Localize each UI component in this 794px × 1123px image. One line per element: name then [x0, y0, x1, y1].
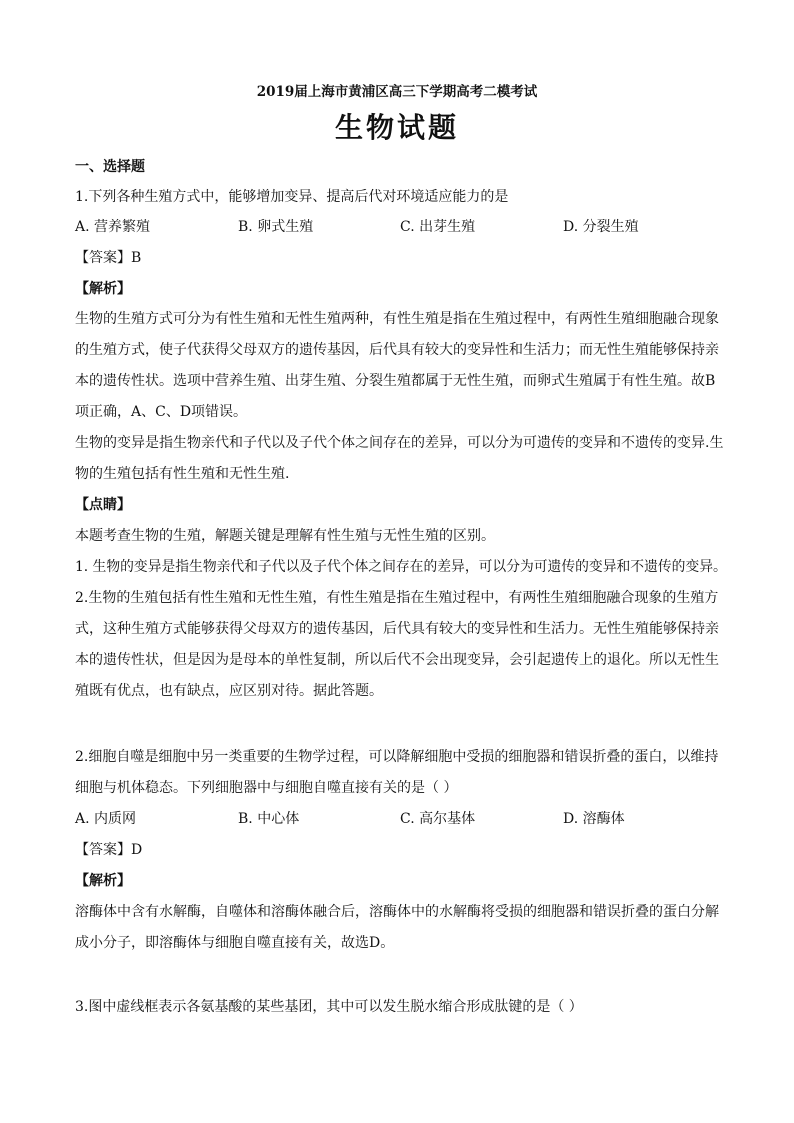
- q1-analysis-line: 的生殖方式，使子代获得父母双方的遗传基因，后代具有较大的变异性和生活力；而无性生殖能够保持亲: [75, 342, 719, 358]
- q2-answer: 【答案】D: [75, 842, 143, 858]
- q1-comment-line: 殖既有优点，也有缺点，应区别对待。据此答题。: [75, 683, 383, 699]
- q1-comment-line: 1. 生物的变异是指生物亲代和子代以及子代个体之间存在的差异，可以分为可遗传的变异和不遗传的变异。: [75, 559, 727, 575]
- q1-analysis-label: 【解析】: [75, 281, 131, 297]
- q1-analysis-line: 生物的生殖方式可分为有性生殖和无性生殖两种，有性生殖是指在生殖过程中，有两性生殖细胞融合现象: [75, 311, 719, 327]
- q1-option-c: C. 出芽生殖: [400, 219, 476, 235]
- subject-title: 生物试题: [334, 111, 459, 144]
- q2-analysis-line: 成小分子，即溶酶体与细胞自噬直接有关，故选D。: [75, 935, 395, 951]
- q1-comment-line: 本的遗传性状，但是因为是母本的单性复制，所以后代不会出现变异，会引起遗传上的退化。所以无性生: [75, 652, 719, 668]
- q1-option-a: A. 营养繁殖: [75, 219, 151, 235]
- q2-option-c: C. 高尔基体: [400, 811, 476, 827]
- q2-stem: 2.细胞自噬是细胞中另一类重要的生物学过程，可以降解细胞中受损的细胞器和错误折叠的蛋白，以维持: [75, 749, 719, 765]
- q1-analysis-line: 本的遗传性状。选项中营养生殖、出芽生殖、分裂生殖都属于无性生殖，而卵式生殖属于有性生殖。故B: [75, 373, 716, 389]
- q1-analysis-line: 项正确，A、C、D项错误。: [75, 404, 248, 420]
- q1-comment-label: 【点睛】: [75, 497, 131, 513]
- q1-stem: 1.下列各种生殖方式中，能够增加变异、提高后代对环境适应能力的是: [75, 189, 509, 205]
- q3-stem: 3.图中虚线框表示各氨基酸的某些基团，其中可以发生脱水缩合形成肽键的是（ ）: [75, 999, 583, 1015]
- q1-option-d: D. 分裂生殖: [563, 219, 639, 235]
- q1-comment-line: 2.生物的生殖包括有性生殖和无性生殖，有性生殖是指在生殖过程中，有两性生殖细胞融合现象的生殖方: [75, 590, 719, 606]
- q1-comment-line: 式，这种生殖方式能够获得父母双方的遗传基因，后代具有较大的变异性和生活力。无性生殖能够保持亲: [75, 621, 719, 637]
- q2-option-b: B. 中心体: [238, 811, 300, 827]
- exam-title: 2019届上海市黄浦区高三下学期高考二模考试: [256, 84, 538, 100]
- q2-analysis-line: 溶酶体中含有水解酶，自噬体和溶酶体融合后，溶酶体中的水解酶将受损的细胞器和错误折叠的蛋白分解: [75, 904, 719, 920]
- q2-analysis-label: 【解析】: [75, 873, 131, 889]
- q2-stem: 细胞与机体稳态。下列细胞器中与细胞自噬直接有关的是（ ）: [75, 780, 458, 796]
- section-heading: 一、选择题: [75, 159, 145, 175]
- q1-option-b: B. 卵式生殖: [238, 219, 314, 235]
- q1-comment-line: 本题考查生物的生殖，解题关键是理解有性生殖与无性生殖的区别。: [75, 528, 495, 544]
- q2-option-d: D. 溶酶体: [563, 811, 625, 827]
- q1-answer: 【答案】B: [75, 250, 142, 266]
- q2-option-a: A. 内质网: [75, 811, 137, 827]
- q1-analysis-line: 生物的变异是指生物亲代和子代以及子代个体之间存在的差异，可以分为可遗传的变异和不遗传的变异.生: [75, 435, 724, 451]
- q1-analysis-line: 物的生殖包括有性生殖和无性生殖.: [75, 466, 290, 482]
